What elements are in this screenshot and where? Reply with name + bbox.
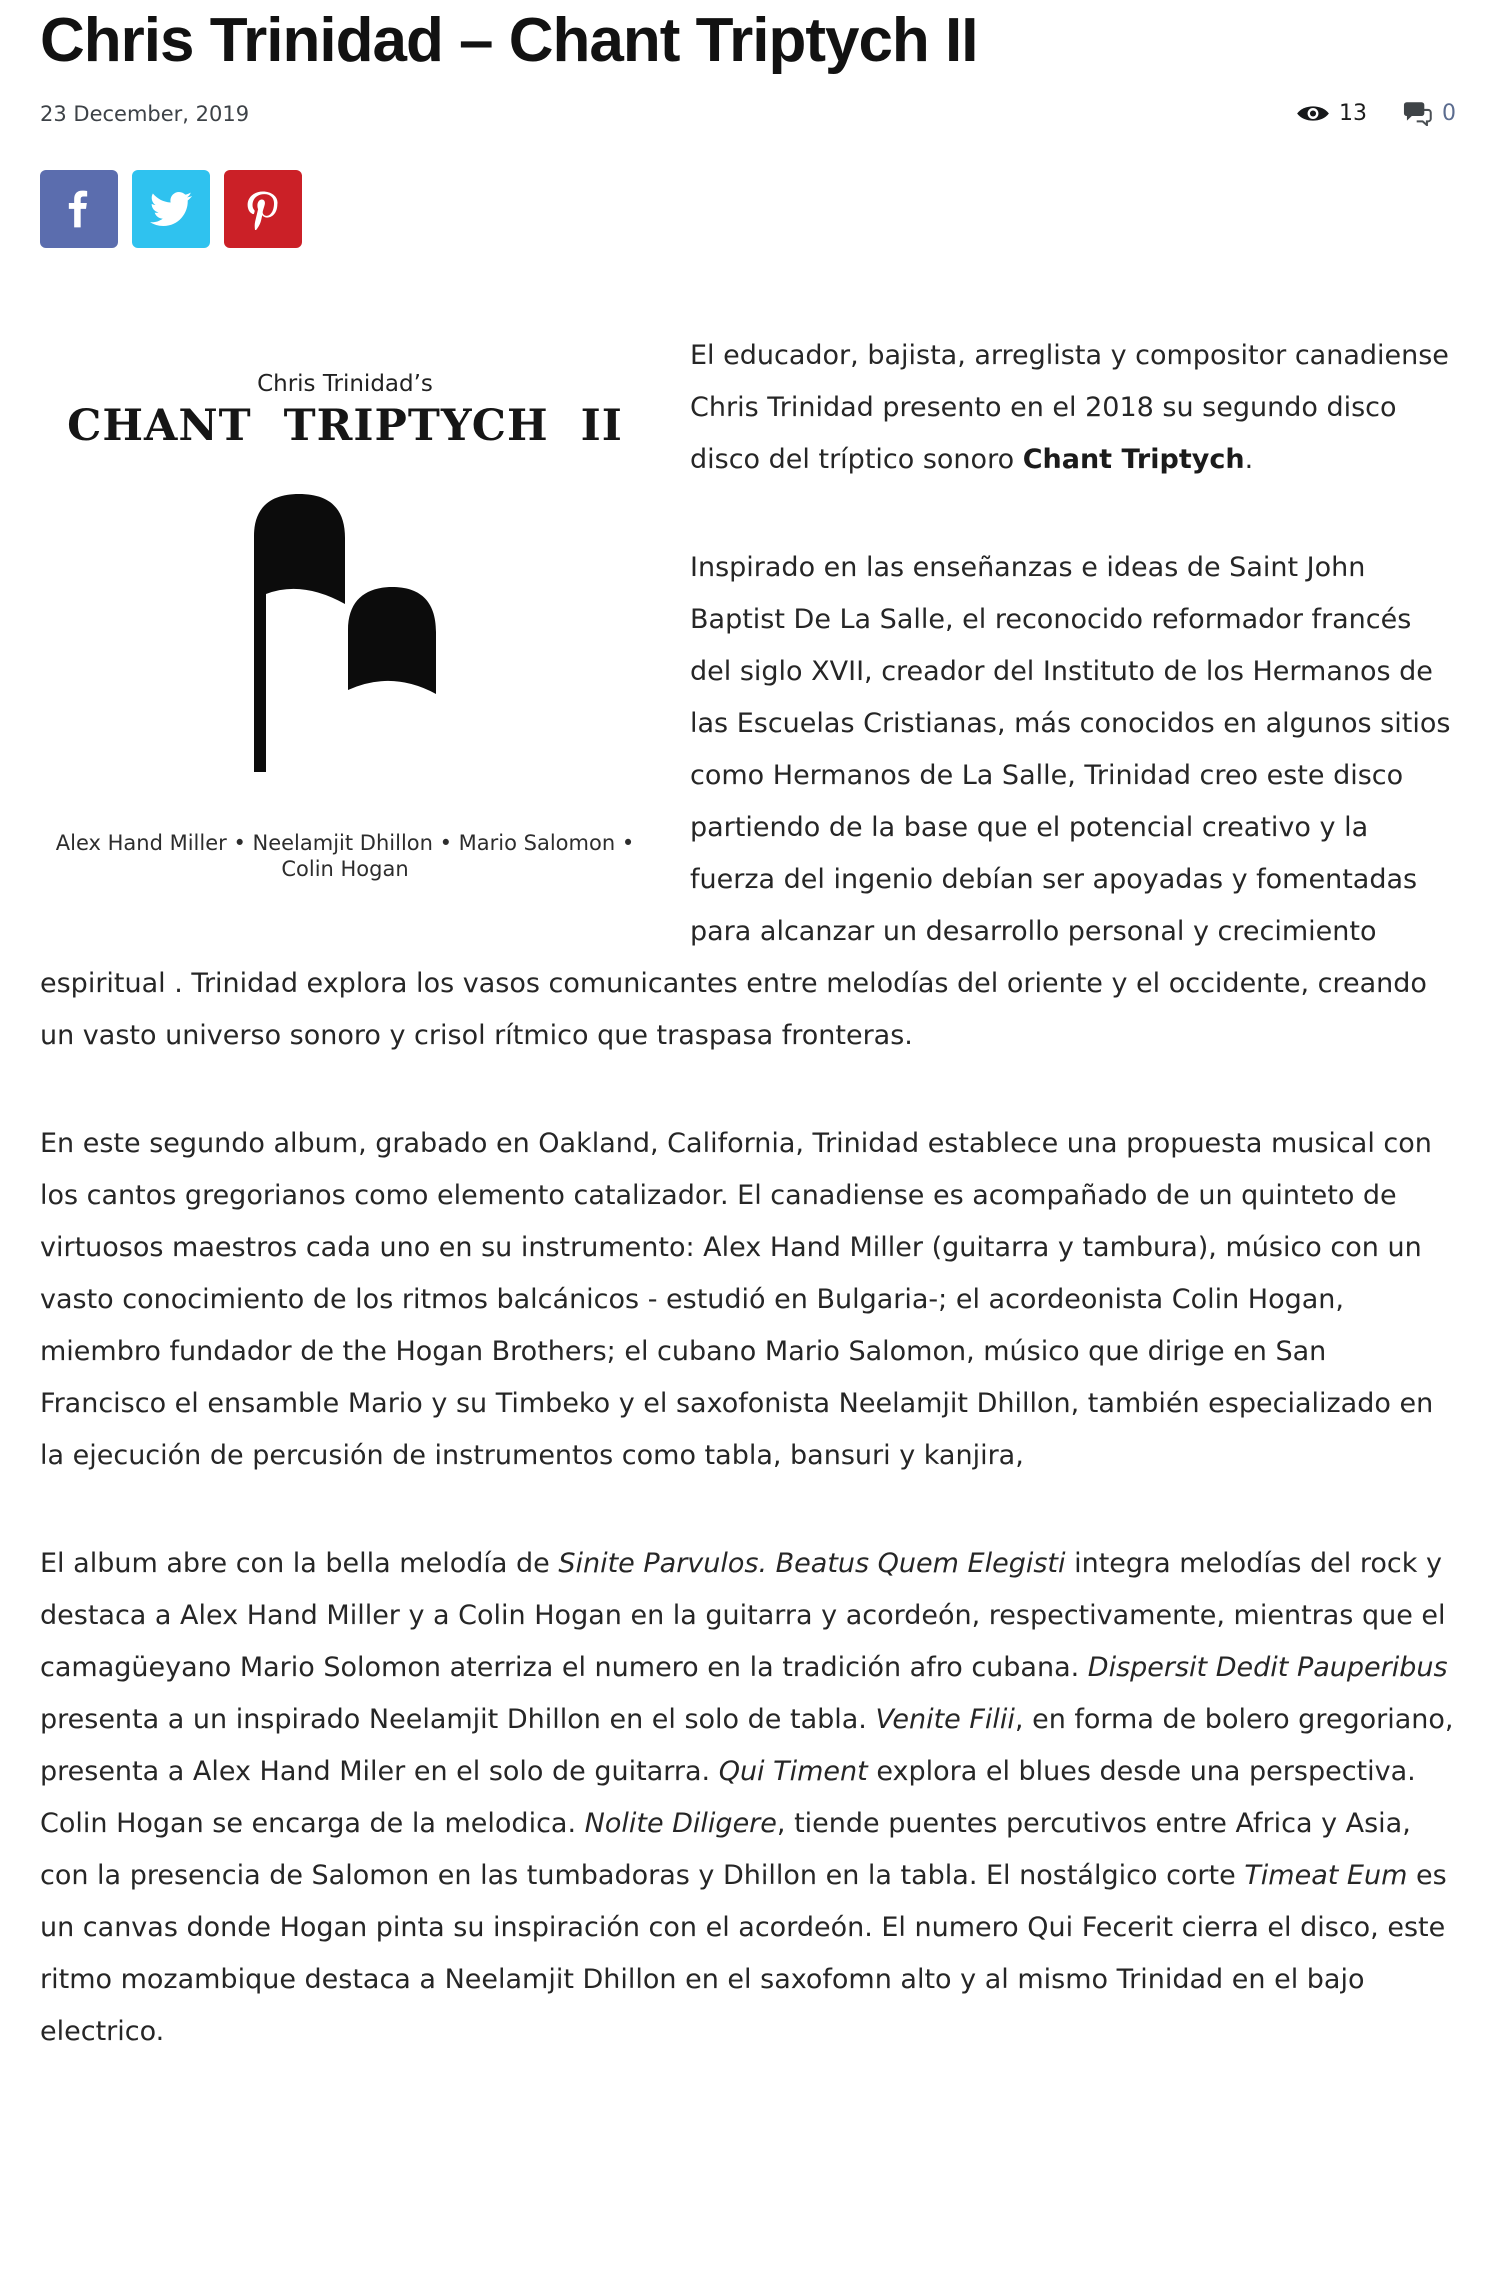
post-date: 23 December, 2019 bbox=[40, 101, 250, 126]
facebook-icon bbox=[59, 189, 99, 229]
comment-count-value: 0 bbox=[1442, 101, 1456, 127]
album-byline: Chris Trinidad’s bbox=[257, 371, 433, 398]
post-meta bbox=[40, 101, 1456, 126]
album-title: CHANT TRIPTYCH II bbox=[67, 401, 623, 452]
chant-neume-graphic bbox=[254, 494, 436, 772]
share-buttons bbox=[40, 170, 1456, 248]
view-count bbox=[1296, 101, 1367, 126]
eye-icon bbox=[1296, 101, 1330, 126]
share-pinterest-button[interactable] bbox=[224, 170, 302, 248]
page-title: Chris Trinidad – Chant Triptych II bbox=[40, 6, 978, 75]
article-paragraph-3: En este segundo album, grabado en Oakland, California, Trinidad establece una propuesta musical con los cantos gregorianos como elemento catalizador. El canadiense es acompañado de un quinteto de virtuosos maestros cada uno en su instrumento: Alex Hand Miller (guitarra y tambura), músico con un vasto conocimiento de los ritmos balcánicos - estudió en Bulgaria-; el acordeonista Colin Hogan, miembro fundador de the Hogan Brothers; el cubano Mario Salomon, músico que dirige en San Francisco el ensamble Mario y su Timbeko y el saxofonista Neelamjit Dhillon, también especializado en la ejecución de percusión de instrumentos como tabla, bansuri y kanjira, bbox=[40, 1128, 1434, 1472]
share-twitter-button[interactable] bbox=[132, 170, 210, 248]
article-paragraph-2: Inspirado en las enseñanzas e ideas de Saint John Baptist De La Salle, el reconocido reformador francés del siglo XVII, creador del Instituto de los Hermanos de las Escuelas Cristianas, más conocidos en algunos sitios como Hermanos de La Salle, Trinidad creo este disco partiendo de la base que el potencial creativo y la fuerza del ingenio debían ser apoyadas y fomentadas para alcanzar un desarrollo personal y crecimiento espiritual . Trinidad explora los vasos comunicantes entre melodías del oriente y el occidente, creando un vasto universo sonoro y crisol rítmico que traspasa fronteras. bbox=[40, 552, 1451, 1052]
view-count-value: 13 bbox=[1339, 101, 1367, 127]
share-facebook-button[interactable] bbox=[40, 170, 118, 248]
album-caption: Alex Hand Miller • Neelamjit Dhillon • Mario Salomon • Colin Hogan bbox=[55, 831, 635, 882]
pinterest-icon bbox=[242, 188, 284, 230]
album-cover bbox=[40, 330, 650, 942]
post-body bbox=[40, 330, 1456, 2058]
comments-icon bbox=[1403, 101, 1433, 126]
comment-count[interactable] bbox=[1403, 101, 1456, 126]
article-paragraph-4: El album abre con la bella melodía de Sinite Parvulos. Beatus Quem Elegisti integra melodías del rock y destaca a Alex Hand Miller y a Colin Hogan en la guitarra y acordeón, respectivamente, mientras que el camagüeyano Mario Solomon aterriza el numero en la tradición afro cubana. Dispersit Dedit Pauperibus presenta a un inspirado Neelamjit Dhillon en el solo de tabla. Venite Filii, en forma de bolero gregoriano, presenta a Alex Hand Miler en el solo de guitarra. Qui Timent explora el blues desde una perspectiva. Colin Hogan se encarga de la melodica. Nolite Diligere, tiende puentes percutivos entre Africa y Asia, con la presencia de Salomon en las tumbadoras y Dhillon en la tabla. El nostálgico corte Timeat Eum es un canvas donde Hogan pinta su inspiración con el acordeón. El numero Qui Fecerit cierra el disco, este ritmo mozambique destaca a Neelamjit Dhillon en el saxofomn alto y al mismo Trinidad en el bajo electrico. bbox=[40, 1548, 1454, 2048]
twitter-icon bbox=[150, 188, 192, 230]
article-paragraph-1: El educador, bajista, arreglista y compositor canadiense Chris Trinidad presento en el 2018 su segundo disco disco del tríptico sonoro Chant Triptych. bbox=[690, 340, 1449, 476]
post-stats bbox=[1296, 101, 1456, 126]
